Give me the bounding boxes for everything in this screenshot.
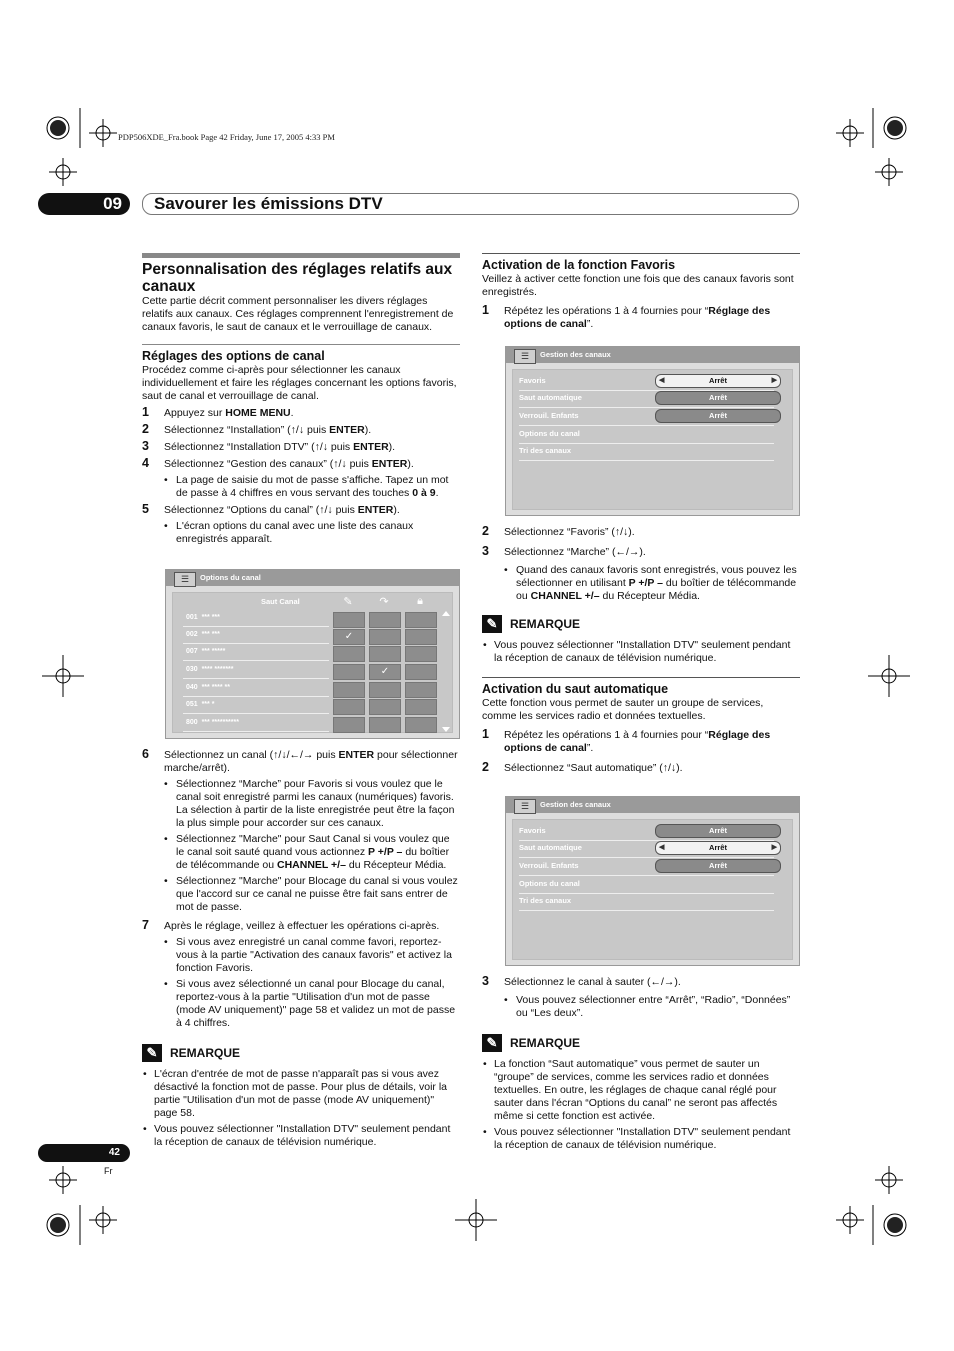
step-4: 4 Sélectionnez “Gestion des canaux” (↑/↓ puis ENTER).: [142, 456, 414, 470]
note-item: • Vous pouvez sélectionner "Installation DTV" seulement pendant la réception de canaux de télévision numérique.: [142, 1123, 460, 1149]
lock-cell[interactable]: [405, 664, 437, 680]
subsection-intro: Procédez comme ci-après pour sélectionner les canaux individuellement et faire les réglages concernant les options favoris, saut de canal et verrouillage de canal.: [142, 364, 457, 402]
channel-options-screen: [165, 569, 460, 739]
note-pencil-icon: ✎: [482, 1034, 502, 1052]
step-6-bullet: • Sélectionnez “Marche” pour Favoris si vous voulez que le canal soit enregistré parmi les canaux (numériques) favoris. La sélection à partir de la liste enregistrée peut être la façon la plus simple pour accorder sur ces canaux.: [142, 778, 460, 830]
channel-row[interactable]: 051 *** *: [183, 698, 329, 714]
right-column-mid: [482, 522, 800, 775]
channel-row[interactable]: 800 *** **********: [183, 716, 329, 732]
note-pencil-icon: ✎: [142, 1044, 162, 1062]
check-icon: ✓: [344, 631, 354, 642]
section-intro: Cette partie décrit comment personnaliser les divers réglages relatifs aux canaux. Ces réglages comprennent l'enregistrement de canaux favoris, le saut de canaux et le verrouillage de canaux.: [142, 295, 454, 333]
skip-cell[interactable]: [369, 717, 401, 733]
note-header: ✎ REMARQUE: [482, 1034, 800, 1052]
note-header: ✎ REMARQUE: [142, 1044, 460, 1062]
step-5: 5 Sélectionnez “Options du canal” (↑/↓ puis ENTER).: [142, 502, 400, 516]
menu-icon: ☰: [514, 349, 536, 364]
screen-title: Gestion des canaux: [540, 350, 611, 359]
right-column-lower: [482, 972, 800, 1152]
fav-step-1: 1 Répétez les opérations 1 à 4 fournies pour “Réglage des options de canal”.: [482, 303, 771, 330]
skip-column-label: Saut Canal: [261, 597, 300, 606]
menu-row-saut-auto[interactable]: Saut automatique Arrêt: [519, 390, 774, 408]
step-6: 6 Sélectionnez un canal (↑/↓/←/→ puis ENTER pour sélectionner marche/arrêt).: [142, 747, 458, 774]
skip-cell[interactable]: [369, 699, 401, 715]
value-selector[interactable]: ◀ Arrêt ▶: [655, 374, 781, 388]
lock-cell[interactable]: [405, 682, 437, 698]
favorite-cell[interactable]: [333, 646, 365, 662]
step-6-bullet: • Sélectionnez "Marche" pour Blocage du canal si vous voulez que l'accord sur ce canal ne puisse être fait sans entrer de mot de passe.: [142, 875, 460, 914]
skip-step-2: 2 Sélectionnez “Saut automatique” (↑/↓).: [482, 760, 683, 774]
favorite-cell[interactable]: [333, 682, 365, 698]
favorite-cell[interactable]: [333, 612, 365, 628]
page-language: Fr: [104, 1166, 113, 1176]
chapter-number: 09: [38, 193, 130, 215]
note-header: ✎ REMARQUE: [482, 615, 800, 633]
channel-row[interactable]: 007 *** *****: [183, 645, 329, 661]
lock-cell[interactable]: [405, 646, 437, 662]
note-pencil-icon: ✎: [482, 615, 502, 633]
fav-step-2: 2 Sélectionnez “Favoris” (↑/↓).: [482, 524, 635, 538]
lock-cell[interactable]: [405, 629, 437, 645]
skip-icon: ↷: [379, 596, 389, 608]
fav-step-3-bullet: • Quand des canaux favoris sont enregistrés, vous pouvez les sélectionner en utilisant P +/P – du boîtier de télécommande ou CHANNEL +/– du Récepteur Média.: [482, 564, 800, 603]
lock-icon: 🔒︎: [417, 595, 423, 607]
screen-title: Options du canal: [200, 573, 261, 582]
menu-row-verrouil[interactable]: Verrouil. Enfants Arrêt: [519, 858, 774, 876]
lock-cell[interactable]: [405, 717, 437, 733]
menu-row-tri[interactable]: Tri des canaux: [519, 443, 774, 461]
value-selector[interactable]: ◀ Arrêt ▶: [655, 841, 781, 855]
skip-step-3: 3 Sélectionnez le canal à sauter (←/→).: [482, 974, 681, 988]
step-4-bullet: • La page de saisie du mot de passe s'affiche. Tapez un mot de passe à 4 chiffres en vous servant des touches 0 à 9.: [142, 474, 460, 500]
screen-title-bar: [166, 570, 459, 586]
menu-icon: ☰: [514, 799, 536, 814]
menu-row-favoris[interactable]: Favoris Arrêt: [519, 823, 774, 841]
left-column: [142, 253, 460, 546]
auto-skip-intro: Cette fonction vous permet de sauter un groupe de services, comme les services radio et données textuelles.: [482, 697, 764, 722]
menu-row-options[interactable]: Options du canal: [519, 426, 774, 444]
favorites-intro: Veillez à activer cette fonction une fois que des canaux favoris sont enregistrés.: [482, 273, 794, 298]
step-1: 1 Appuyez sur HOME MENU.: [142, 405, 294, 419]
screen-body: [172, 592, 453, 733]
lock-cell[interactable]: [405, 699, 437, 715]
step-7-bullet: • Si vous avez enregistré un canal comme favori, reportez-vous à la partie "Activation des canaux favoris" et activez la fonction Favoris.: [142, 936, 460, 975]
channel-management-screen-autoskip: [505, 796, 800, 966]
favorite-cell[interactable]: [333, 717, 365, 733]
menu-row-verrouil[interactable]: Verrouil. Enfants Arrêt: [519, 408, 774, 426]
menu-row-saut-auto[interactable]: Saut automatique ◀ Arrêt ▶: [519, 840, 774, 858]
step-5-bullet: • L'écran options du canal avec une liste des canaux enregistrés apparaît.: [142, 520, 460, 546]
note-item: • Vous pouvez sélectionner "Installation DTV" seulement pendant la réception de canaux de télévision numérique.: [482, 1126, 800, 1152]
chapter-title: Savourer les émissions DTV: [154, 194, 383, 213]
step-3: 3 Sélectionnez “Installation DTV” (↑/↓ puis ENTER).: [142, 439, 396, 453]
step-6-bullet: • Sélectionnez "Marche" pour Saut Canal si vous voulez que le canal soit sauté quand vous actionnez P +/P – du boîtier de télécommande ou CHANNEL +/– du Récepteur Média.: [142, 833, 460, 872]
arrow-right-icon: ▶: [771, 844, 777, 851]
screen-title: Gestion des canaux: [540, 800, 611, 809]
auto-skip-title: Activation du saut automatique: [482, 677, 800, 697]
arrow-left-icon: ◀: [659, 377, 665, 384]
skip-cell[interactable]: [369, 629, 401, 645]
favorite-cell[interactable]: [333, 664, 365, 680]
step-2: 2 Sélectionnez “Installation” (↑/↓ puis ENTER).: [142, 422, 372, 436]
skip-step-3-bullet: • Vous pouvez sélectionner entre “Arrêt”, “Radio”, “Données” ou “Les deux”.: [482, 994, 800, 1020]
scroll-up-icon[interactable]: [442, 611, 450, 616]
subsection-title: Réglages des options de canal: [142, 344, 460, 364]
lock-cell[interactable]: [405, 612, 437, 628]
skip-step-1: 1 Répétez les opérations 1 à 4 fournies pour “Réglage des options de canal”.: [482, 727, 771, 754]
menu-row-options[interactable]: Options du canal: [519, 876, 774, 894]
fav-step-3: 3 Sélectionnez “Marche” (←/→).: [482, 544, 646, 558]
favorite-icon: ✎: [343, 596, 353, 608]
menu-row-favoris[interactable]: Favoris ◀ Arrêt ▶: [519, 373, 774, 391]
skip-cell[interactable]: [369, 612, 401, 628]
note-item: • La fonction “Saut automatique” vous permet de sauter un “groupe” de services, comme les services radio et données textuelles. En outre, les réglages de chaque canal réglé pour sauter dans l'écran “Options du canal” ne seront pas affectés même si cette fonction est activée.: [482, 1058, 800, 1123]
menu-icon: ☰: [174, 572, 196, 587]
section-title: Personnalisation des réglages relatifs aux canaux: [142, 253, 460, 295]
channel-row[interactable]: 040 *** **** **: [183, 681, 329, 697]
channel-management-screen-favorites: [505, 346, 800, 516]
favorite-cell[interactable]: [333, 629, 365, 645]
favorite-cell[interactable]: [333, 699, 365, 715]
channel-row[interactable]: 030 **** *******: [183, 663, 329, 679]
note-item: • Vous pouvez sélectionner "Installation DTV" seulement pendant la réception de canaux de télévision numérique.: [482, 639, 800, 665]
arrow-left-icon: ◀: [659, 844, 665, 851]
menu-row-tri[interactable]: Tri des canaux: [519, 893, 774, 911]
arrow-right-icon: ▶: [771, 377, 777, 384]
step-7: 7 Après le réglage, veillez à effectuer les opérations ci-après.: [142, 918, 440, 932]
check-icon: ✓: [380, 666, 390, 677]
skip-cell[interactable]: [369, 646, 401, 662]
skip-cell[interactable]: [369, 682, 401, 698]
skip-cell[interactable]: [369, 664, 401, 680]
scroll-down-icon[interactable]: [442, 727, 450, 732]
channel-row[interactable]: 002 *** ***: [183, 628, 329, 644]
page-number: 42: [38, 1144, 130, 1162]
channel-row[interactable]: 001 *** ***: [183, 611, 329, 627]
right-column: [482, 253, 800, 331]
favorites-title: Activation de la fonction Favoris: [482, 253, 800, 273]
print-info: PDP506XDE_Fra.book Page 42 Friday, June 17, 2005 4:33 PM: [118, 132, 335, 142]
note-item: • L'écran d'entrée de mot de passe n'apparaît pas si vous avez désactivé la fonction mot de passe. Pour plus de détails, voir la partie "Utilisation d'un mot de passe (mode AV uniquement)" page 58.: [142, 1068, 460, 1120]
left-column-lower: [142, 745, 460, 1149]
step-7-bullet: • Si vous avez sélectionné un canal pour Blocage du canal, reportez-vous à la partie "Utilisation d'un mot de passe (mode AV uniquement)" page 58 et validez un mot de passe à 4 chiffres.: [142, 978, 460, 1030]
